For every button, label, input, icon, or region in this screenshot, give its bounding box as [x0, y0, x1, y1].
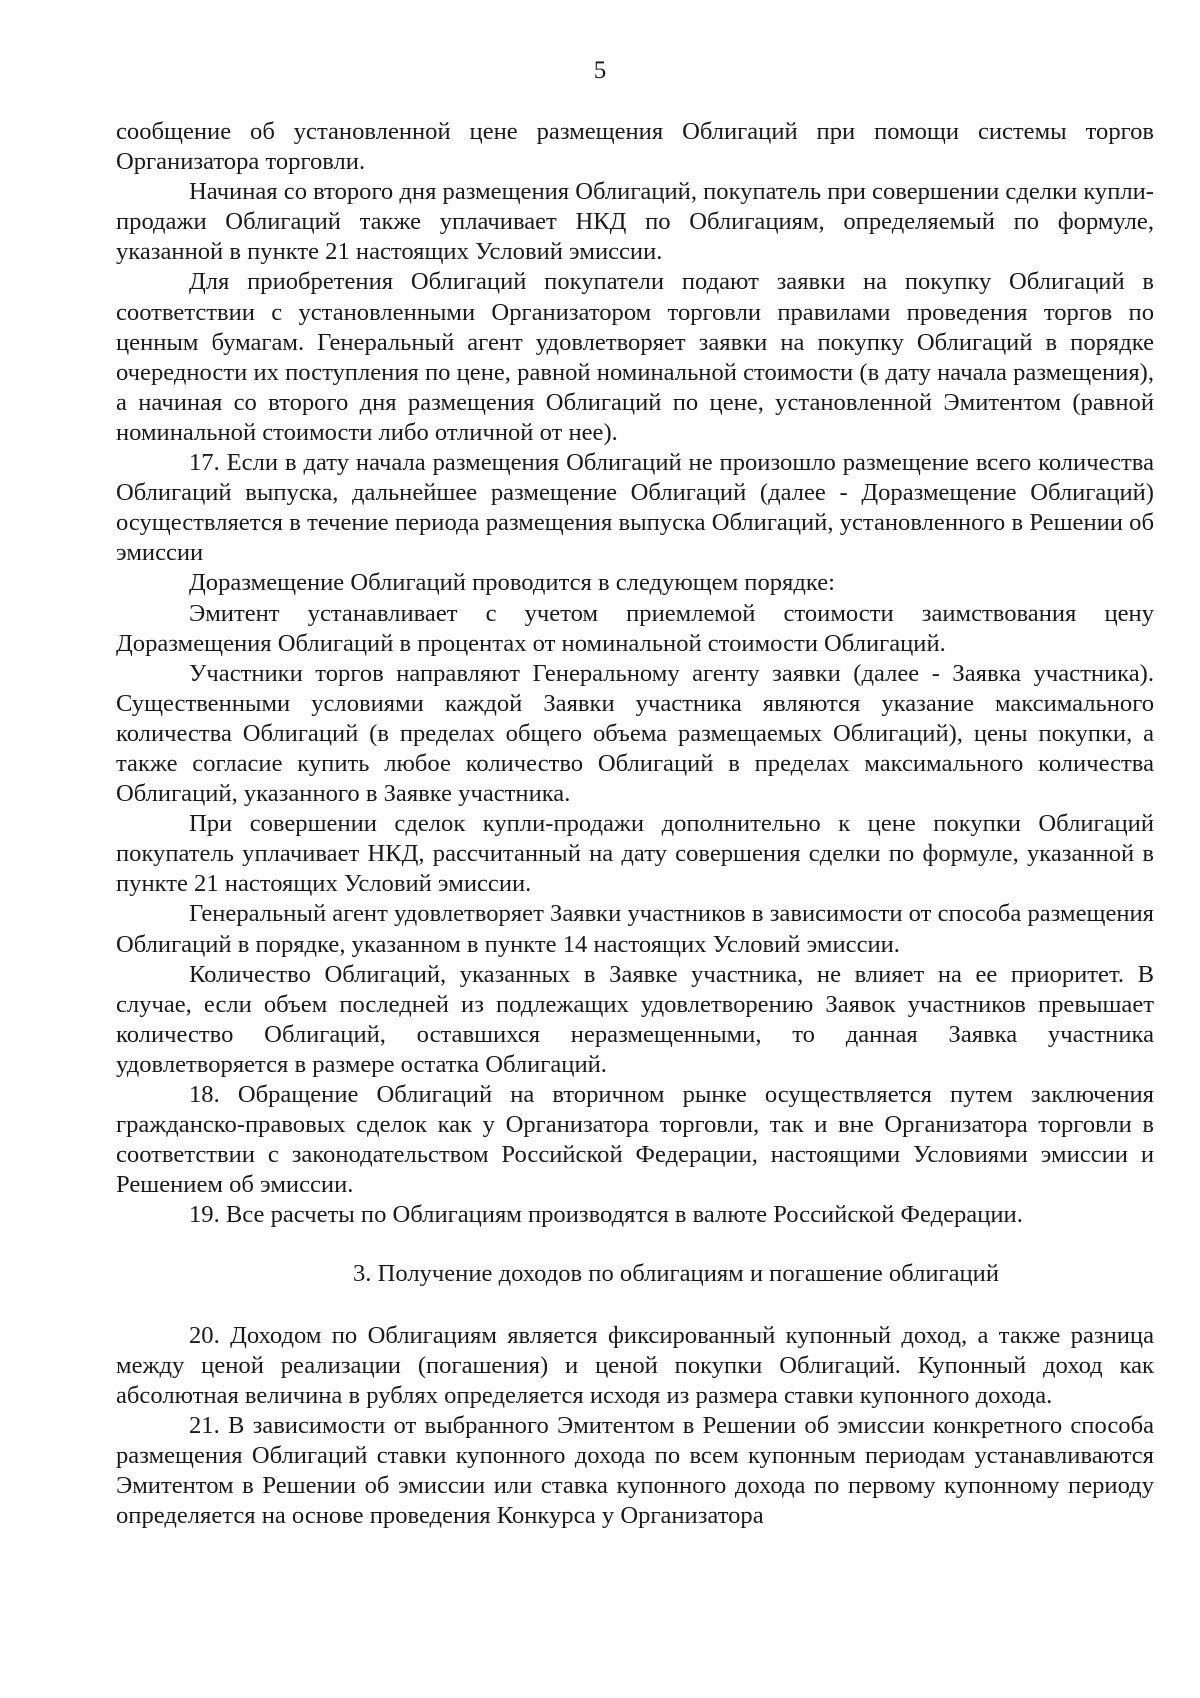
document-body: [116, 117, 1154, 1531]
paragraph-issuer-sets-price: Эмитент устанавливает с учетом приемлемой стоимости заимствования цену Доразмещения Облигаций в процентах от номинальной стоимости Облигаций.: [116, 599, 1154, 657]
paragraph-purchase-orders: Для приобретения Облигаций покупатели подают заявки на покупку Облигаций в соответствии с установленными Организатором торговли правилами проведения торгов по ценным бумагам. Генеральный агент удовлетворяет заявки на покупку Облигаций в порядке очередности их поступления по цене, равной номинальной стоимости (в дату начала размещения), а начиная со второго дня размещения Облигаций по цене, установленной Эмитентом (равной номинальной стоимости либо отличной от нее).: [116, 268, 1154, 446]
paragraph-order-priority: Количество Облигаций, указанных в Заявке участника, не влияет на ее приоритет. В случае, если объем последней из подлежащих удовлетворению Заявок участников превышает количество Облигаций, оставшихся неразмещенными, то данная Заявка участника удовлетворяется в размере остатка Облигаций.: [116, 960, 1154, 1078]
page-number: 5: [593, 57, 607, 84]
paragraph-participant-orders: Участники торгов направляют Генеральному агенту заявки (далее - Заявка участника). Существенными условиями каждой Заявки участника являются указание максимального количества Облигаций (в пределах общего объема размещаемых Облигаций), цены покупки, а также согласие купить любое количество Облигаций в пределах максимального количества Облигаций, указанного в Заявке участника.: [116, 659, 1154, 808]
paragraph-continuation: сообщение об установленной цене размещения Облигаций при помощи системы торгов Организатора торговли.: [116, 118, 1154, 176]
paragraph-21-coupon-rates: 21. В зависимости от выбранного Эмитентом в Решении об эмиссии конкретного способа размещения Облигаций ставки купонного дохода по всем купонным периодам устанавливаются Эмитентом в Решении об эмиссии или ставка купонного дохода по первому купонному периоду определяется на основе проведения Конкурса у Организатора: [116, 1411, 1154, 1530]
paragraph-agent-satisfies-orders: Генеральный агент удовлетворяет Заявки участников в зависимости от способа размещения Облигаций в порядке, указанном в пункте 14 настоящих Условий эмиссии.: [116, 900, 1154, 958]
paragraph-additional-placement-order: Доразмещение Облигаций проводится в следующем порядке:: [189, 569, 835, 597]
paragraph-nkd-on-deals: При совершении сделок купли-продажи дополнительно к цене покупки Облигаций покупатель уплачивает НКД, рассчитанный на дату совершения сделки по формуле, указанной в пункте 21 настоящих Условий эмиссии.: [116, 810, 1154, 898]
paragraph-nkd-payment: Начиная со второго дня размещения Облигаций, покупатель при совершении сделки купли-продажи Облигаций также уплачивает НКД по Облигациям, определяемый по формуле, указанной в пункте 21 настоящих Условий эмиссии.: [116, 178, 1154, 266]
section-heading: 3. Получение доходов по облигациям и погашение облигаций: [353, 1260, 1000, 1288]
paragraph-17-additional-placement: 17. Если в дату начала размещения Облигаций не произошло размещение всего количества Облигаций выпуска, дальнейшее размещение Облигаций (далее - Доразмещение Облигаций) осуществляется в течение периода размещения выпуска Облигаций, установленного в Решении об эмиссии: [116, 449, 1154, 567]
paragraph-19-settlements: 19. Все расчеты по Облигациям производятся в валюте Российской Федерации.: [189, 1201, 1023, 1229]
paragraph-20-income: 20. Доходом по Облигациям является фиксированный купонный доход, а также разница между ценой реализации (погашения) и ценой покупки Облигаций. Купонный доход как абсолютная величина в рублях определяется исходя из размера ставки купонного дохода.: [116, 1321, 1154, 1409]
paragraph-18-secondary-market: 18. Обращение Облигаций на вторичном рынке осуществляется путем заключения гражданско-правовых сделок как у Организатора торговли, так и вне Организатора торговли в соответствии с законодательством Российской Федерации, настоящими Условиями эмиссии и Решением об эмиссии.: [116, 1081, 1154, 1199]
